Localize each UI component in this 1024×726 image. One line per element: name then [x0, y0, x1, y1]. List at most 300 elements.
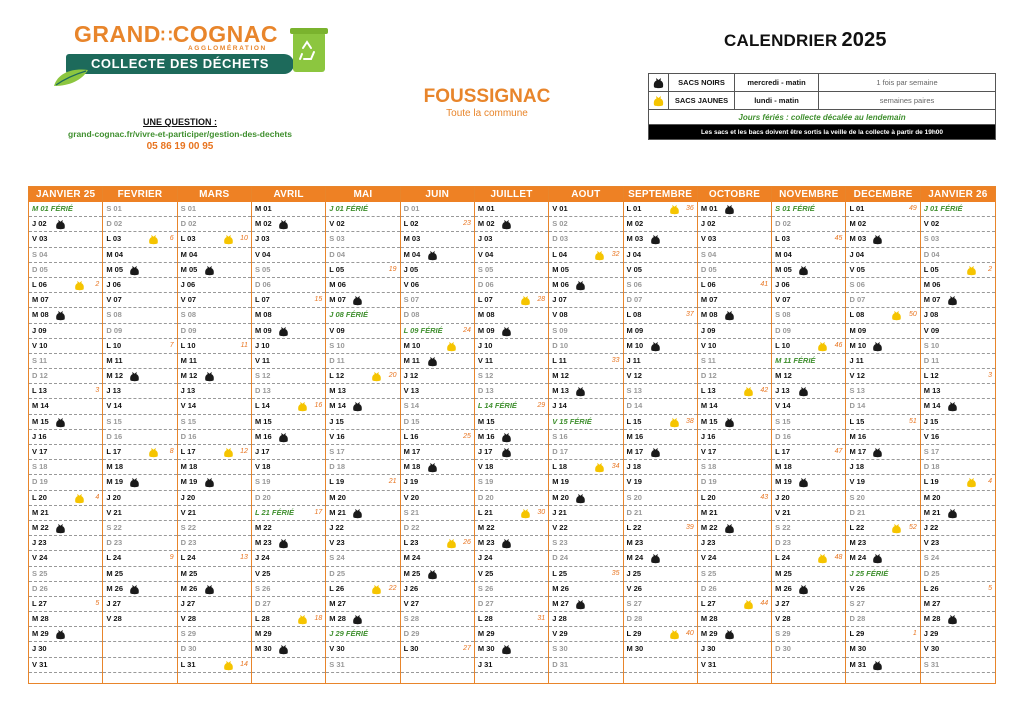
week-number: 46: [834, 341, 843, 349]
week-number: 5: [988, 584, 993, 592]
day-cell: [772, 248, 845, 263]
website-link[interactable]: grand-cognac.fr/vivre-et-participer/gestion-des-dechets: [68, 129, 292, 139]
day-label: L 15: [849, 416, 865, 426]
question-title: UNE QUESTION :: [142, 117, 217, 127]
legend-name: SACS JAUNES: [669, 92, 735, 109]
day-label: D 05: [32, 264, 48, 274]
day-label: D 03: [552, 234, 569, 244]
day-cell: [29, 551, 102, 566]
day-label: D 06: [254, 279, 271, 289]
day-cell: [624, 415, 697, 430]
day-label: M 16: [477, 431, 495, 441]
day-cell: [103, 445, 176, 460]
day-cell: [178, 597, 251, 612]
legend-name: SACS NOIRS: [669, 74, 735, 91]
week-number: 22: [388, 584, 397, 592]
day-label: J 15: [923, 416, 939, 426]
day-label: S 10: [923, 340, 940, 350]
day-label: M 14: [923, 401, 941, 411]
month-header: JUILLET: [475, 187, 548, 202]
week-number: 9: [169, 554, 174, 562]
day-cell: [475, 415, 548, 430]
month-header: MAI: [326, 187, 399, 202]
day-label: M 19: [106, 477, 123, 487]
day-cell: [103, 506, 176, 521]
day-label: M 20: [923, 492, 941, 502]
day-label: V 19: [849, 477, 865, 487]
month-header: FEVRIER: [103, 187, 176, 202]
day-cell: [326, 293, 399, 308]
yellow-bag-icon: [371, 583, 382, 595]
day-label: L 16: [403, 431, 419, 441]
day-cell: [846, 308, 919, 323]
month-column: [549, 187, 623, 683]
day-label: M 26: [552, 583, 569, 593]
day-label: V 04: [254, 249, 271, 259]
month-column: [178, 187, 252, 683]
day-cell: [624, 232, 697, 247]
day-cell: [624, 460, 697, 475]
day-label: J 30: [700, 644, 716, 654]
day-label: M 23: [849, 538, 867, 548]
day-label: S 24: [329, 553, 345, 563]
day-cell: [698, 415, 771, 430]
black-bag-icon: [278, 431, 289, 443]
day-label: M 25: [180, 568, 198, 578]
day-cell: [103, 536, 176, 551]
commune-block: [395, 86, 579, 120]
day-label: D 24: [552, 553, 569, 563]
day-label: M 25: [106, 568, 123, 578]
week-number: 31: [537, 615, 546, 623]
day-label: J 13: [180, 386, 196, 396]
legend-frequency: 1 fois par semaine: [876, 78, 938, 87]
day-cell: [29, 263, 102, 278]
day-cell: [475, 217, 548, 232]
day-label: M 13: [329, 386, 346, 396]
day-label: M 29: [700, 629, 718, 639]
day-cell: [772, 308, 845, 323]
day-cell: [29, 460, 102, 475]
day-label: M 08: [32, 310, 49, 320]
day-cell: [624, 445, 697, 460]
day-label: L 12: [923, 371, 939, 381]
day-label: S 01: [180, 204, 197, 213]
day-cell: [921, 369, 995, 384]
day-label: D 23: [106, 538, 123, 548]
day-cell: [29, 248, 102, 263]
week-number: 25: [463, 432, 471, 440]
yellow-bag-icon: [743, 385, 754, 397]
week-number: 21: [388, 478, 397, 486]
day-label: M 12: [180, 371, 198, 381]
day-cell: [624, 339, 697, 354]
day-label: S 18: [700, 462, 717, 472]
day-label: V 24: [700, 553, 717, 563]
day-cell: [772, 293, 845, 308]
week-number: 23: [463, 220, 471, 228]
day-cell: [326, 415, 399, 430]
black-bag-icon: [650, 233, 661, 245]
week-number: 18: [314, 615, 323, 623]
day-label: V 26: [849, 583, 865, 593]
day-cell: [252, 339, 325, 354]
day-cell: [252, 232, 325, 247]
day-cell: [772, 339, 845, 354]
day-cell: [326, 567, 399, 582]
day-cell: [103, 430, 176, 445]
day-label: D 13: [254, 386, 271, 396]
day-cell: [29, 308, 102, 323]
day-cell: [326, 248, 399, 263]
day-cell: [29, 369, 102, 384]
day-cell: [549, 384, 622, 399]
day-cell: [624, 627, 697, 642]
week-number: 3: [95, 387, 100, 395]
day-cell: [846, 202, 919, 217]
day-cell: [252, 658, 325, 673]
day-cell: [103, 612, 176, 627]
day-cell: [326, 475, 399, 490]
day-cell: [475, 384, 548, 399]
day-cell: [252, 263, 325, 278]
day-cell: [401, 248, 474, 263]
yellow-bag-icon: [74, 492, 85, 504]
day-cell: [103, 567, 176, 582]
day-label: J 23: [700, 538, 716, 548]
day-cell: [252, 521, 325, 536]
day-cell: [326, 521, 399, 536]
day-label: M 28: [923, 614, 941, 624]
day-cell: [401, 354, 474, 369]
day-cell: [29, 658, 102, 673]
holiday-day-cell: [921, 202, 995, 217]
day-cell: [326, 551, 399, 566]
day-label: M 02: [849, 219, 867, 229]
day-label: J 08: [923, 310, 939, 320]
day-cell: [772, 506, 845, 521]
day-label: M 14: [32, 401, 49, 411]
day-label: M 15: [700, 416, 718, 426]
day-label: J 10: [477, 340, 493, 350]
day-cell: [401, 339, 474, 354]
day-cell: [549, 567, 622, 582]
day-cell: [178, 445, 251, 460]
black-bag-icon: [724, 628, 735, 640]
day-cell: [29, 217, 102, 232]
day-label: D 23: [775, 538, 791, 548]
day-label: J 16: [32, 431, 47, 441]
day-label: L 26: [923, 583, 939, 593]
day-label: J 11: [626, 355, 641, 365]
day-label: M 27: [923, 598, 941, 608]
day-label: V 16: [329, 431, 345, 441]
black-bag-icon: [501, 643, 512, 655]
day-cell: [698, 475, 771, 490]
week-number: 37: [686, 311, 694, 319]
week-number: 4: [95, 493, 100, 501]
day-label: S 12: [254, 371, 271, 381]
day-cell: [103, 324, 176, 339]
day-cell: [921, 460, 995, 475]
day-cell: [921, 491, 995, 506]
day-cell: [103, 202, 176, 217]
day-cell: [252, 475, 325, 490]
day-cell: [549, 582, 622, 597]
day-label: V 30: [329, 644, 345, 654]
day-cell: [624, 658, 697, 673]
week-number: 40: [686, 630, 694, 638]
day-cell: [772, 491, 845, 506]
week-number: 24: [463, 326, 471, 334]
day-label: D 20: [254, 492, 271, 502]
week-number: 20: [388, 372, 397, 380]
phone-number[interactable]: 05 86 19 00 95: [146, 141, 214, 152]
day-label: M 25: [403, 568, 421, 578]
day-cell: [401, 445, 474, 460]
day-cell: [326, 430, 399, 445]
day-cell: [326, 369, 399, 384]
day-cell: [475, 475, 548, 490]
yellow-bag-icon: [446, 537, 457, 549]
day-cell: [178, 642, 251, 657]
day-cell: [178, 232, 251, 247]
day-cell: [624, 506, 697, 521]
legend-row-yellow-bags: [649, 92, 995, 110]
day-label: V 25: [477, 568, 494, 578]
day-label: L 23: [403, 538, 419, 548]
black-bag-icon: [872, 659, 883, 671]
day-cell: [846, 460, 919, 475]
week-number: 2: [988, 265, 993, 273]
day-label: J 09: [32, 325, 47, 335]
yellow-bag-icon: [223, 659, 234, 671]
week-number: 33: [611, 356, 620, 364]
day-label: J 03: [477, 234, 493, 244]
day-label: M 11: [403, 355, 420, 365]
day-cell: [252, 551, 325, 566]
day-label: V 31: [700, 659, 717, 669]
day-label: J 15: [329, 416, 344, 426]
day-cell: [475, 308, 548, 323]
day-label: S 02: [552, 219, 568, 229]
day-label: M 04: [403, 249, 421, 259]
black-bag-icon: [352, 294, 363, 306]
day-cell: [772, 217, 845, 232]
day-cell: [549, 430, 622, 445]
day-label: M 07: [329, 295, 346, 305]
black-bag-icon: [427, 249, 438, 261]
day-cell: [103, 339, 176, 354]
day-cell: [549, 339, 622, 354]
day-cell: [178, 324, 251, 339]
day-label: V 06: [403, 279, 419, 289]
day-label: J 06: [775, 279, 790, 289]
day-cell: [772, 582, 845, 597]
yellow-bag-icon: [966, 264, 977, 276]
day-cell: [921, 612, 995, 627]
week-number: 3: [988, 372, 993, 380]
day-cell: [252, 308, 325, 323]
day-cell: [252, 278, 325, 293]
day-cell: [252, 445, 325, 460]
day-cell: [698, 551, 771, 566]
day-cell: [698, 217, 771, 232]
day-label: J 02: [700, 219, 716, 229]
day-cell: [29, 339, 102, 354]
day-cell: [252, 642, 325, 657]
day-label: D 16: [775, 431, 791, 441]
day-label: M 12: [106, 371, 123, 381]
day-cell: [29, 354, 102, 369]
day-label: V 18: [477, 462, 494, 472]
day-label: J 06: [180, 279, 196, 289]
day-cell: [103, 491, 176, 506]
black-bag-icon: [55, 522, 66, 534]
day-cell: [475, 278, 548, 293]
day-cell: [178, 612, 251, 627]
day-cell: [549, 248, 622, 263]
day-label: L 03: [106, 234, 122, 244]
day-cell: [549, 460, 622, 475]
day-cell: [401, 263, 474, 278]
day-label: D 15: [403, 416, 420, 426]
day-label: V 01: [552, 204, 568, 213]
day-cell: [178, 491, 251, 506]
day-cell: [252, 582, 325, 597]
day-cell: [549, 278, 622, 293]
commune-subtitle: Toute la commune: [446, 108, 528, 119]
day-cell: [846, 521, 919, 536]
day-label: S 24: [923, 553, 940, 563]
calendar-title: [724, 29, 887, 52]
day-label: S 14: [403, 401, 419, 411]
day-label: L 24: [106, 553, 122, 563]
day-cell: [624, 582, 697, 597]
day-label: S 04: [32, 249, 48, 259]
day-cell: [921, 278, 995, 293]
day-label: S 17: [329, 447, 345, 456]
week-number: 50: [908, 311, 917, 319]
day-cell: [29, 642, 102, 657]
day-label: D 27: [477, 598, 494, 608]
day-cell: [103, 248, 176, 263]
day-label: D 02: [106, 219, 123, 229]
day-label: M 26: [180, 583, 198, 593]
black-bag-icon: [724, 522, 735, 534]
day-label: S 08: [775, 310, 791, 320]
day-label: V 31: [32, 659, 48, 669]
day-label: J 17: [254, 447, 270, 456]
day-label: M 15: [477, 416, 495, 426]
day-cell: [401, 308, 474, 323]
day-label: M 04: [775, 249, 792, 259]
day-cell: [326, 217, 399, 232]
black-bag-icon: [649, 74, 669, 91]
day-cell: [921, 567, 995, 582]
day-cell: [475, 232, 548, 247]
day-label: M 27: [552, 598, 569, 608]
day-label: J 29 FÉRIÉ: [329, 629, 369, 639]
day-label: D 16: [180, 431, 197, 441]
day-label: S 11: [32, 355, 48, 365]
day-label: V 14: [180, 401, 197, 411]
day-cell: [178, 430, 251, 445]
day-label: V 22: [552, 522, 568, 532]
day-label: L 21 FÉRIÉ: [254, 507, 294, 517]
day-label: M 01 FÉRIÉ: [32, 204, 73, 213]
day-cell: [252, 399, 325, 414]
week-number: 49: [908, 205, 917, 212]
day-cell: [549, 354, 622, 369]
day-label: L 19: [329, 477, 345, 487]
black-bag-icon: [55, 309, 66, 321]
day-label: V 30: [923, 644, 940, 654]
day-cell: [698, 612, 771, 627]
day-cell: [772, 445, 845, 460]
day-cell: [921, 551, 995, 566]
day-label: V 11: [254, 355, 270, 365]
day-label: M 17: [849, 447, 867, 456]
day-cell: [698, 491, 771, 506]
day-cell: [178, 460, 251, 475]
day-cell: [178, 506, 251, 521]
day-label: M 21: [32, 507, 49, 517]
day-cell: [698, 536, 771, 551]
black-bag-icon: [352, 400, 363, 412]
day-cell: [103, 293, 176, 308]
day-label: M 05: [180, 264, 198, 274]
black-bag-icon: [278, 537, 289, 549]
day-label: S 15: [180, 416, 197, 426]
week-number: 41: [760, 280, 769, 288]
day-cell: [624, 354, 697, 369]
week-number: 17: [314, 508, 323, 516]
legend-day: lundi - matin: [735, 92, 819, 109]
day-cell: [401, 506, 474, 521]
day-label: V 21: [180, 507, 197, 517]
day-cell: [921, 263, 995, 278]
day-cell: [846, 551, 919, 566]
day-label: J 08 FÉRIÉ: [329, 310, 369, 320]
day-cell: [178, 627, 251, 642]
day-label: J 29: [923, 629, 939, 639]
day-cell: [846, 399, 919, 414]
day-cell: [772, 658, 845, 673]
day-cell: [549, 658, 622, 673]
day-label: M 04: [180, 249, 198, 259]
day-cell: [103, 551, 176, 566]
day-label: M 08: [700, 310, 718, 320]
day-cell: [698, 430, 771, 445]
day-cell: [846, 475, 919, 490]
day-cell: [846, 597, 919, 612]
day-cell: [846, 582, 919, 597]
month-header: AOUT: [549, 187, 622, 202]
day-label: L 31: [180, 659, 196, 669]
month-column: [29, 187, 103, 683]
day-cell: [29, 627, 102, 642]
grand-cognac-logo: [52, 20, 342, 100]
day-cell: [698, 582, 771, 597]
day-label: L 21: [477, 507, 493, 517]
day-label: M 16: [254, 431, 272, 441]
week-number: 2: [95, 280, 100, 288]
day-label: J 21: [552, 507, 567, 517]
day-cell: [401, 521, 474, 536]
day-label: M 22: [254, 522, 272, 532]
day-cell: [475, 202, 548, 217]
